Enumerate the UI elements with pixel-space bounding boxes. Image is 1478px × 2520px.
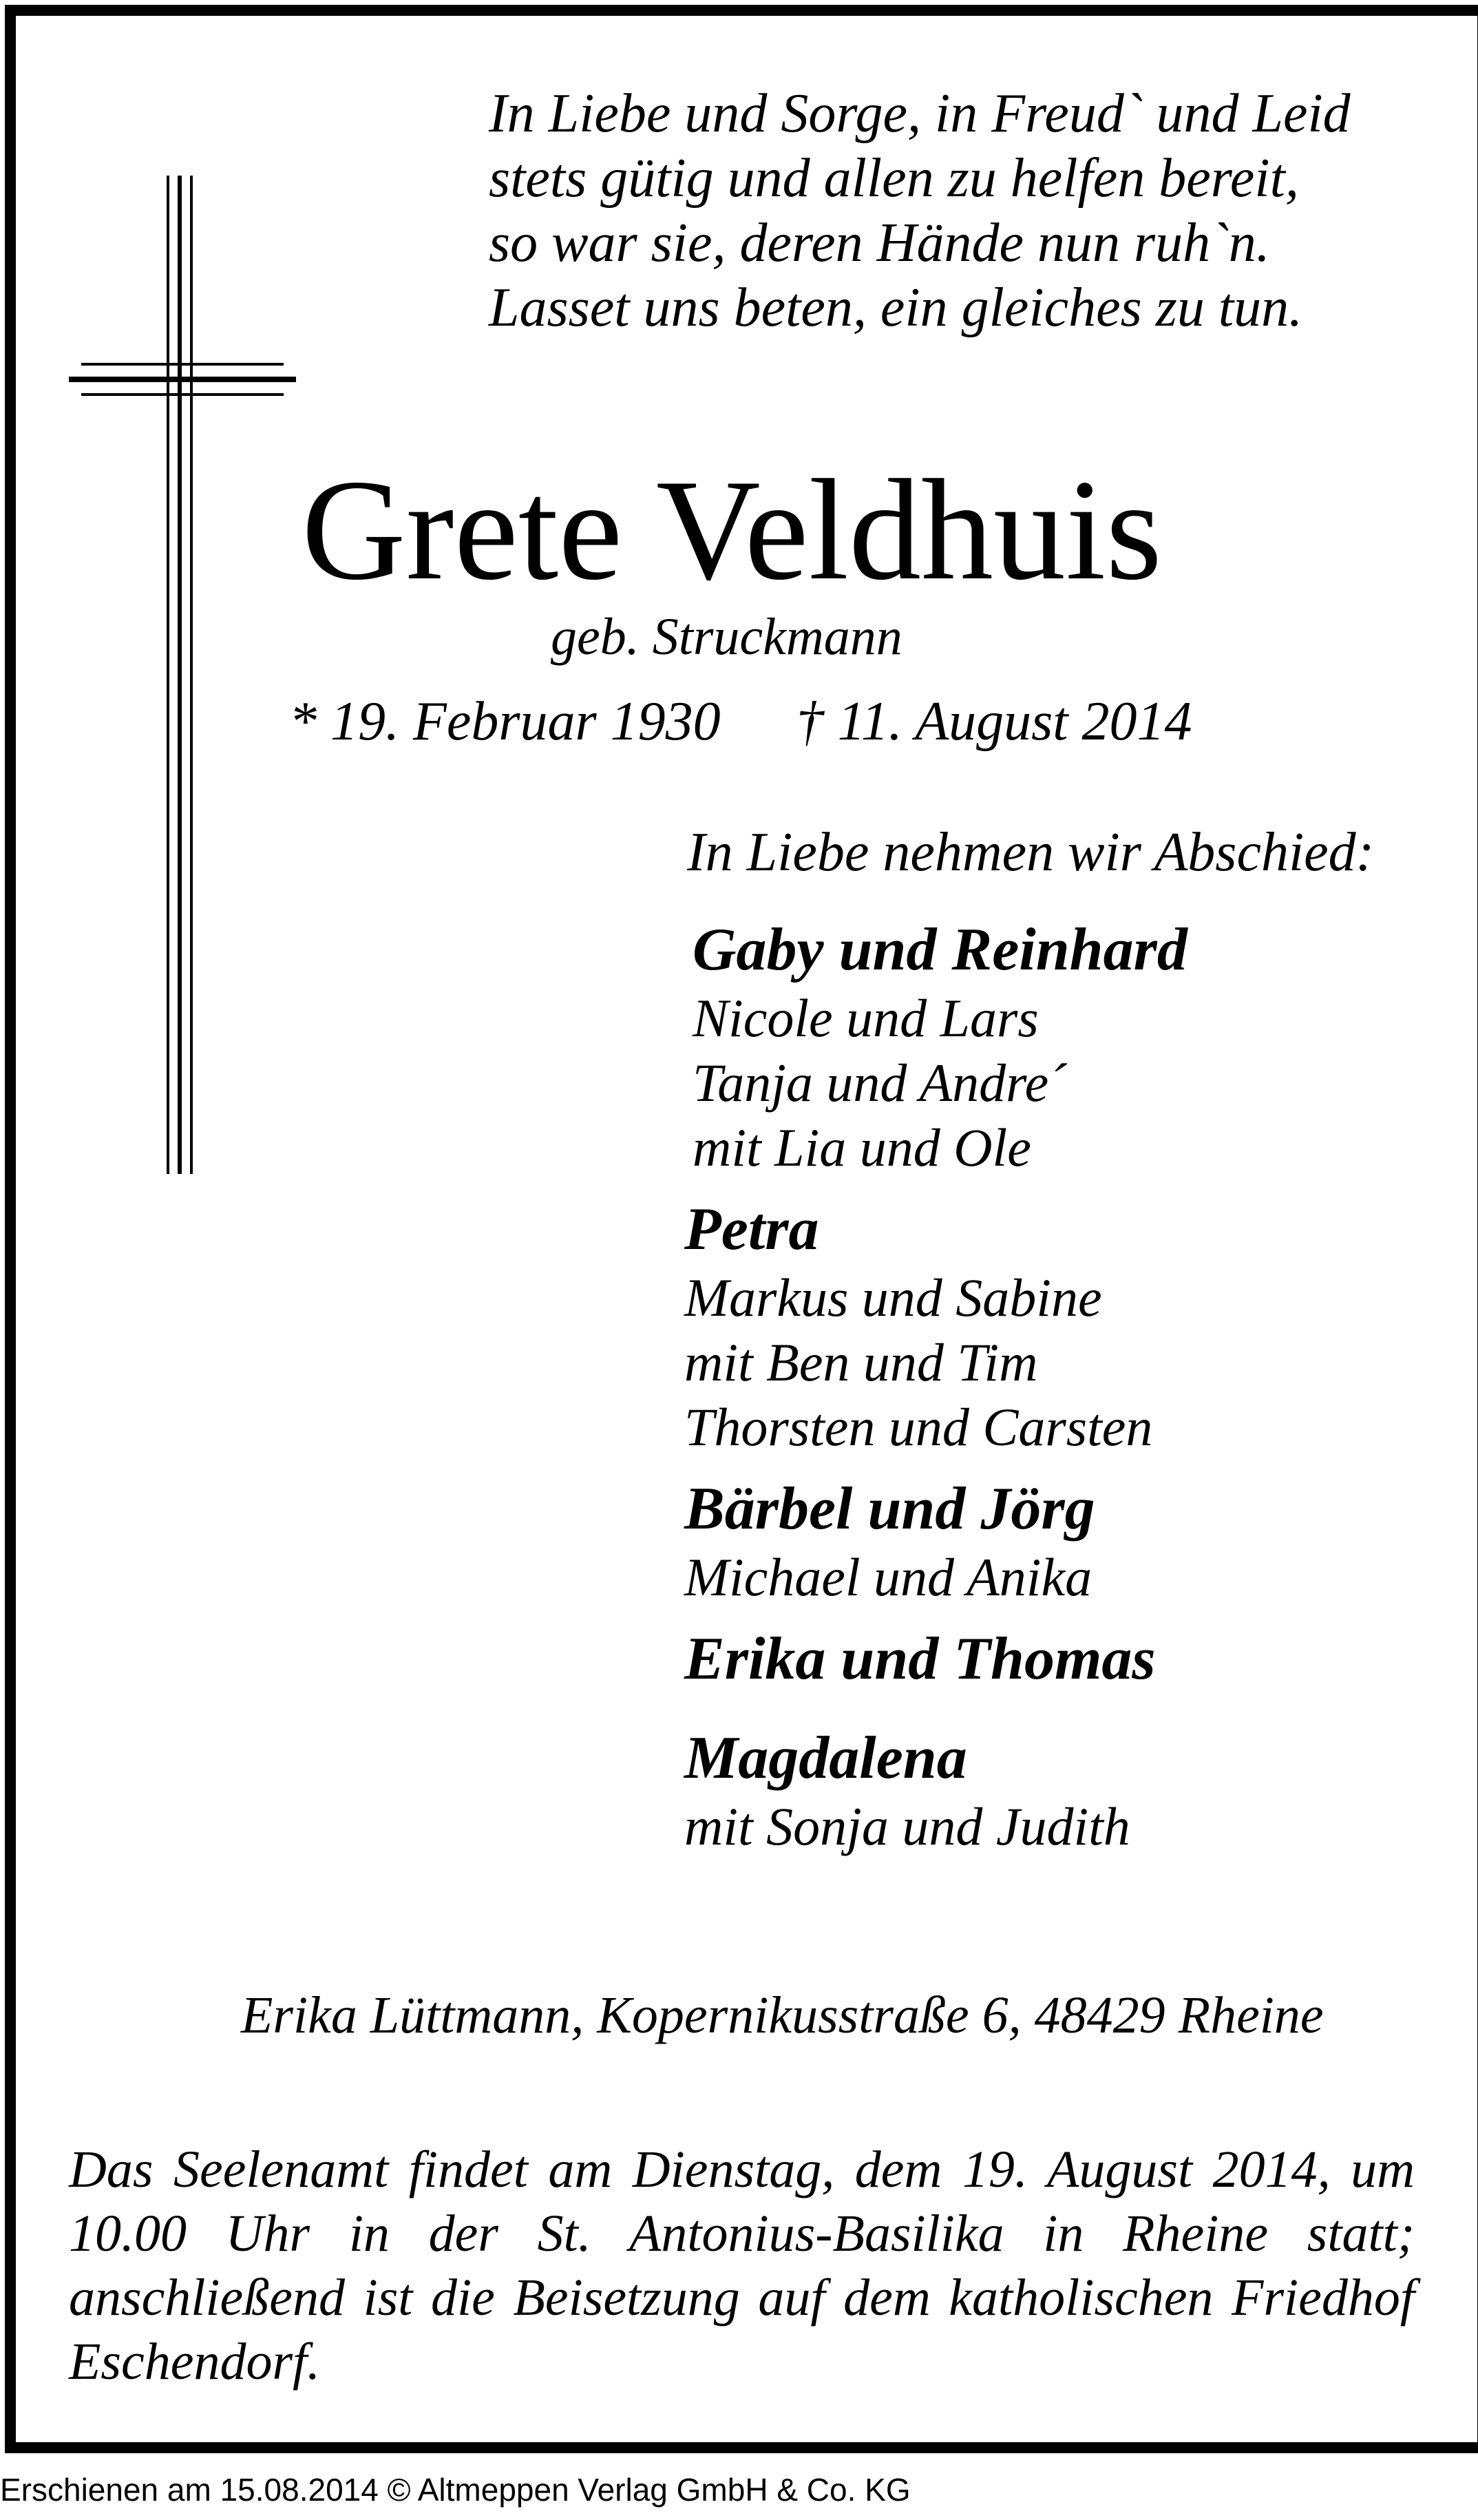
family-member: Thorsten und Carsten [684, 1397, 1153, 1457]
service-notice: Das Seelenamt findet am Dienstag, dem 19. August 2014, um 10.00 Uhr in der St. Antonius-Basilika in Rheine statt; anschließend ist die Beisetzung auf dem katholischen Friedhof Eschendorf. [69, 2141, 1415, 2391]
family-group [684, 1473, 1187, 1610]
family-member: Nicole und Lars [693, 988, 1039, 1048]
family-group-head: Petra [684, 1196, 819, 1263]
farewell-line: In Liebe nehmen wir Abschied: [687, 822, 1375, 883]
family-group [684, 1194, 1187, 1460]
family-group-head: Bärbel und Jörg [684, 1476, 1095, 1542]
family-group-head: Erika und Thomas [684, 1626, 1156, 1692]
cross-icon [69, 176, 296, 1174]
family-group-head: Gaby und Reinhard [693, 916, 1187, 983]
contact-address: Erika Lüttmann, Kopernikusstraße 6, 48429 Rheine [241, 1986, 1324, 2044]
death-date: † 11. August 2014 [796, 691, 1192, 752]
poem-line: stets gütig und allen zu helfen bereit, [489, 148, 1299, 209]
family-group [684, 1624, 1187, 1695]
family-group-head: Magdalena [684, 1725, 967, 1792]
poem-line: so war sie, deren Hände nun ruh`n. [489, 213, 1270, 273]
deceased-name: Grete Veldhuis [302, 450, 1163, 610]
family-member: Michael und Anika [684, 1547, 1092, 1607]
family-member: Tanja und Andre´ [693, 1053, 1067, 1113]
family-member: mit Lia und Ole [693, 1117, 1031, 1177]
family-group [693, 914, 1187, 1180]
poem-line: In Liebe und Sorge, in Freud` und Leid [489, 83, 1351, 144]
family-member: Markus und Sabine [684, 1268, 1102, 1327]
family-list [684, 914, 1187, 1873]
memorial-poem [489, 81, 1351, 340]
family-member: mit Ben und Tim [684, 1332, 1038, 1392]
life-dates [289, 689, 1192, 755]
family-group [684, 1723, 1187, 1859]
birth-name: geb. Struckmann [551, 608, 902, 666]
poem-line: Lasset uns beten, ein gleiches zu tun. [489, 277, 1303, 338]
family-member: mit Sonja und Judith [684, 1796, 1130, 1856]
publication-footer: Erschienen am 15.08.2014 © Altmeppen Verlag GmbH & Co. KG [0, 2472, 911, 2508]
birth-date: * 19. Februar 1930 [289, 691, 721, 752]
